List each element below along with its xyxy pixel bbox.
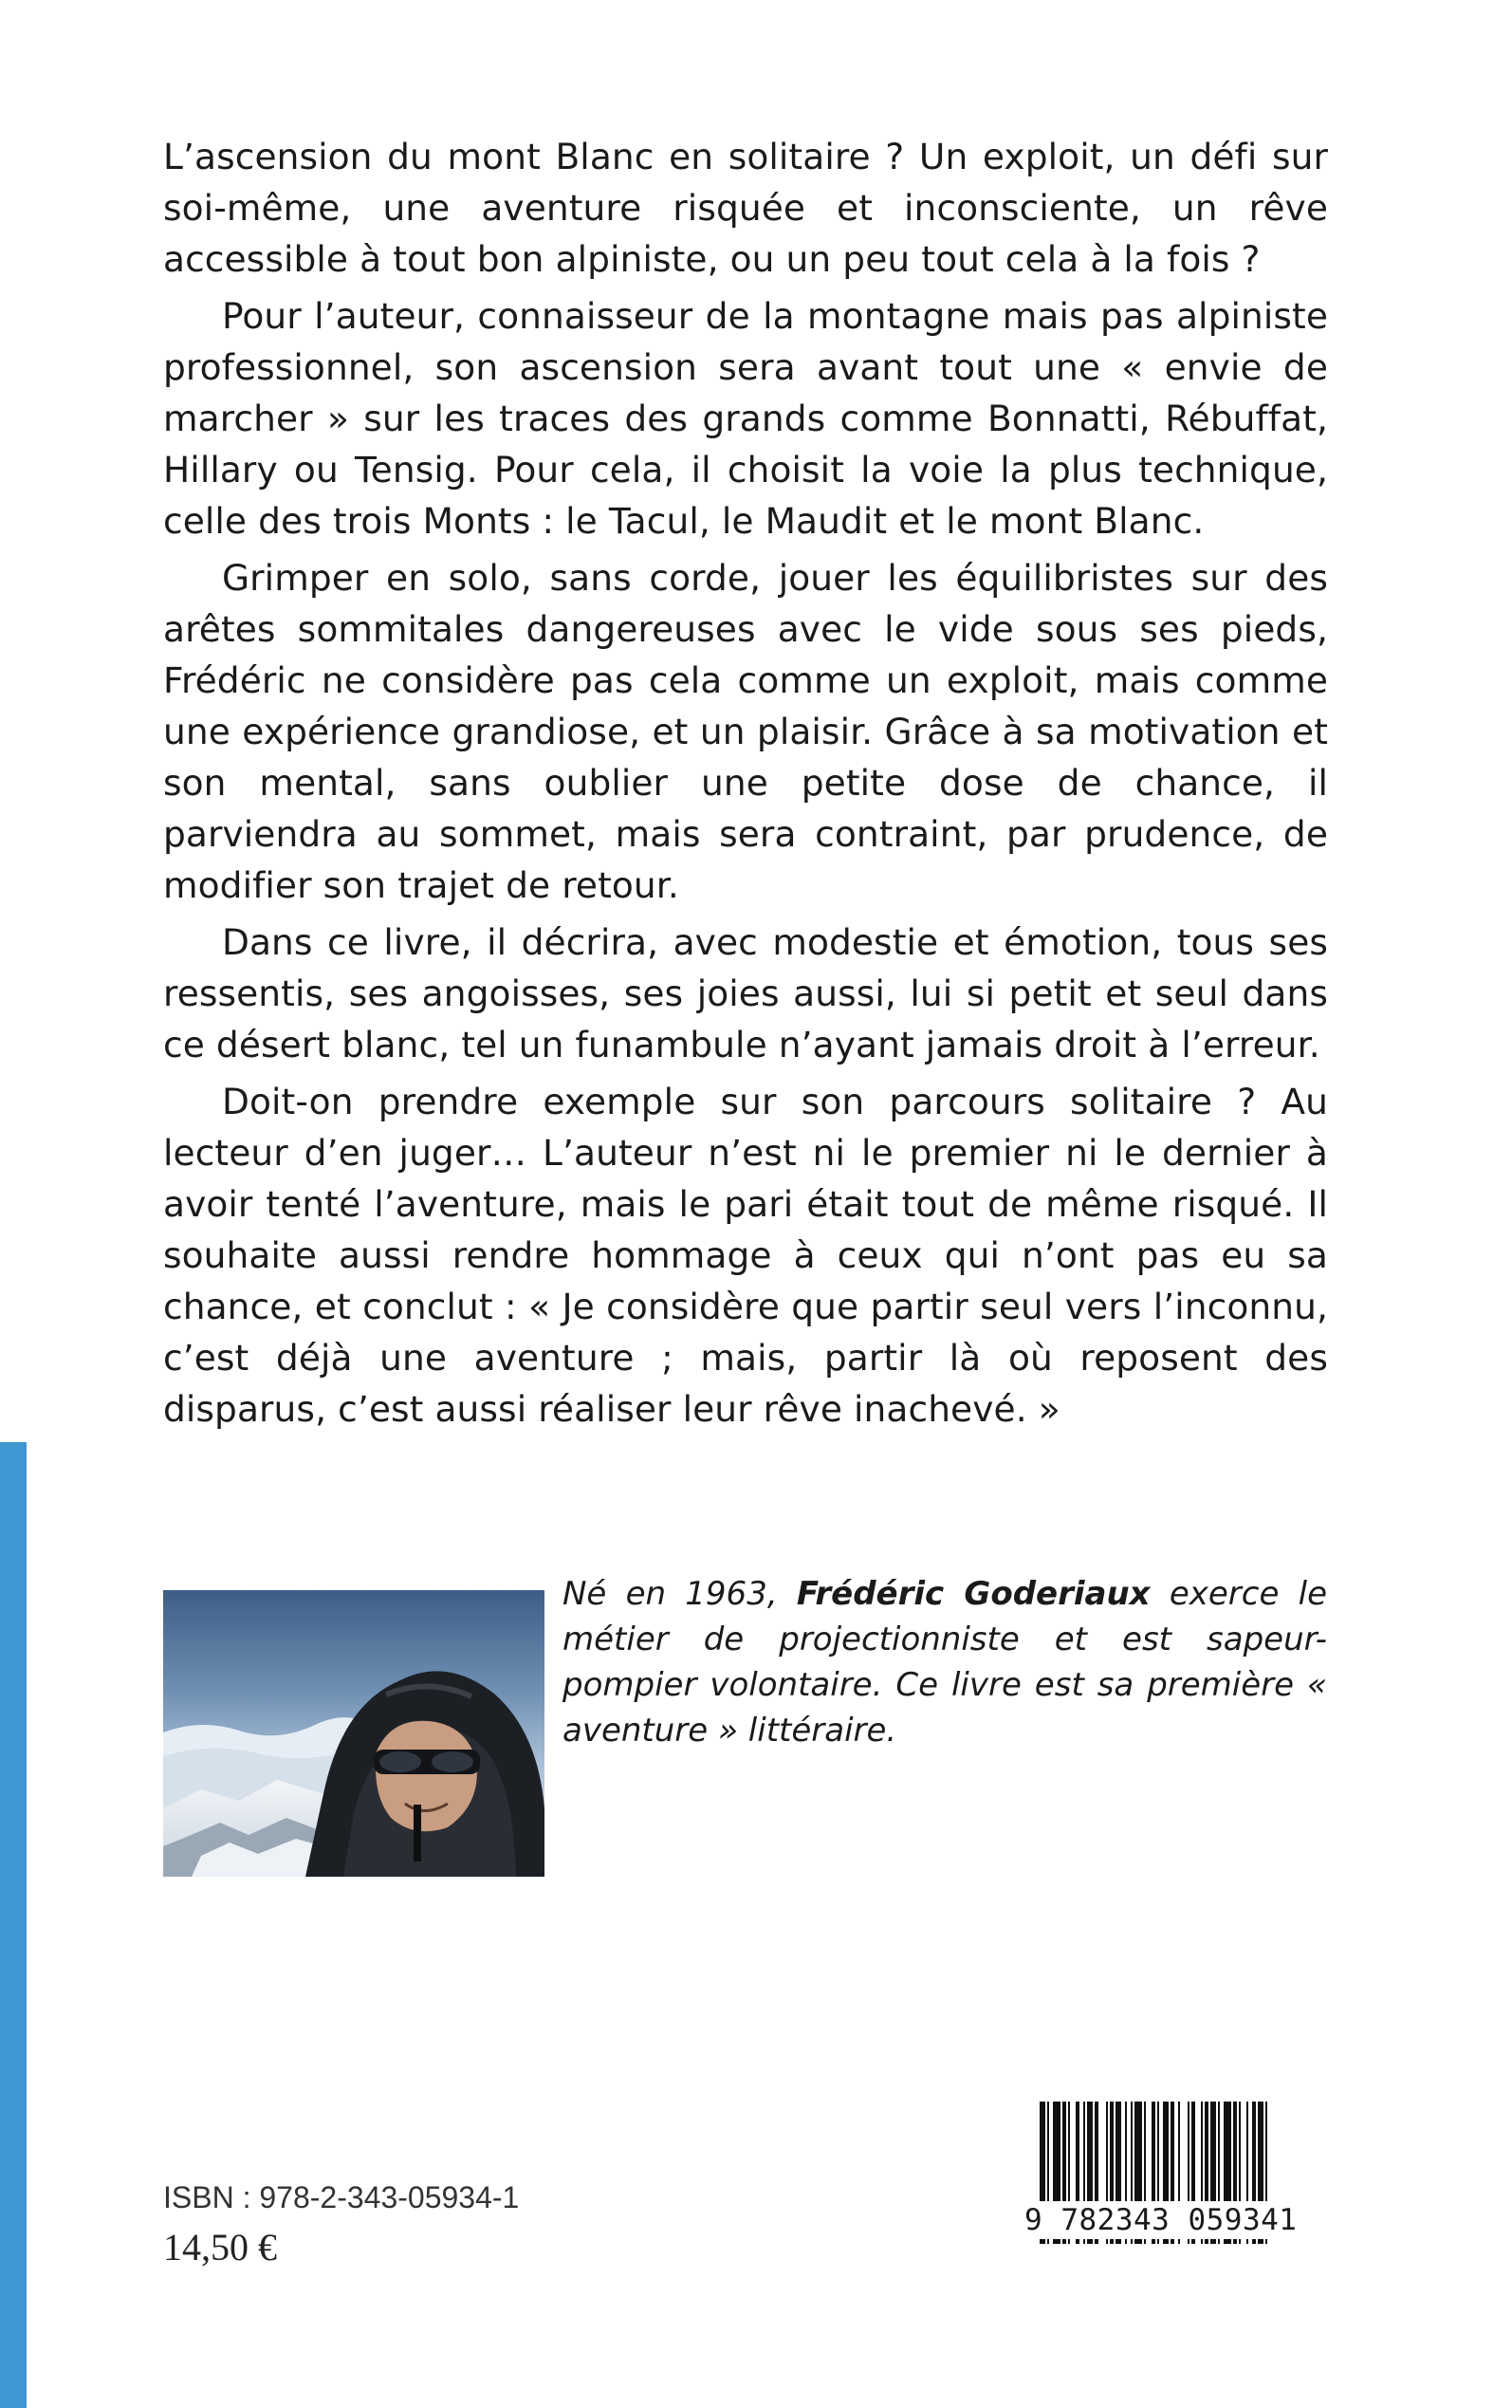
- author-photo: [163, 1590, 544, 1877]
- author-bio-suffix: exerce le métier de projectionniste et est sapeur-pompier volontaire. Ce livre est sa première « aventure » littéraire.: [562, 1575, 1328, 1750]
- barcode-digits: 9 782343 059341: [1021, 2201, 1328, 2239]
- blurb-paragraph-4: Dans ce livre, il décrira, avec modestie et émotion, tous ses ressentis, ses angoisses, ses joies aussi, lui si petit et seul dans ce désert blanc, tel un funambule n’ayant jamais droit à l’erreur.: [163, 921, 1328, 1065]
- isbn: ISBN : 978-2-343-05934-1: [163, 2180, 520, 2214]
- author-name: Frédéric Goderiaux: [796, 1575, 1151, 1613]
- author-bio-prefix: Né en 1963,: [562, 1575, 797, 1613]
- blurb-paragraph-2: Pour l’auteur, connaisseur de la montagne mais pas alpiniste professionnel, son ascension sera avant tout une « envie de marcher » sur les traces des grands comme Bonnatti, Rébuffat, Hillary ou Tensig. Pour cela, il choisit la voie la plus technique, celle des trois Monts : le Tacul, le Maudit et le mont Blanc.: [163, 295, 1328, 542]
- author-bio: [562, 1571, 1327, 1753]
- blurb-paragraph-3: Grimper en solo, sans corde, jouer les équilibristes sur des arêtes sommitales dangereuses avec le vide sous ses pieds, Frédéric ne considère pas cela comme un exploit, mais comme une expérience grandiose, et un plaisir. Grâce à sa motivation et son mental, sans oublier une petite dose de chance, il parviendra au sommet, mais sera contraint, par prudence, de modifier son trajet de retour.: [163, 557, 1328, 906]
- back-cover-blurb: [163, 131, 1328, 1440]
- blurb-paragraph-1: L’ascension du mont Blanc en solitaire ? Un exploit, un défi sur soi-même, une aventure risquée et inconsciente, un rêve accessible à tout bon alpiniste, ou un peu tout cela à la fois ?: [163, 136, 1328, 280]
- blurb-paragraph-5: Doit-on prendre exemple sur son parcours solitaire ? Au lecteur d’en juger… L’auteur n’est ni le premier ni le dernier à avoir tenté l’aventure, mais le pari était tout de même risqué. Il souhaite aussi rendre hommage à ceux qui n’ont pas eu sa chance, et conclut : « Je considère que partir seul vers l’inconnu, c’est déjà une aventure ; mais, partir là où reposent des disparus, c’est aussi réaliser leur rêve inachevé. »: [163, 1081, 1328, 1430]
- price: 14,50 €: [163, 2226, 277, 2269]
- side-color-band: [0, 1442, 27, 2408]
